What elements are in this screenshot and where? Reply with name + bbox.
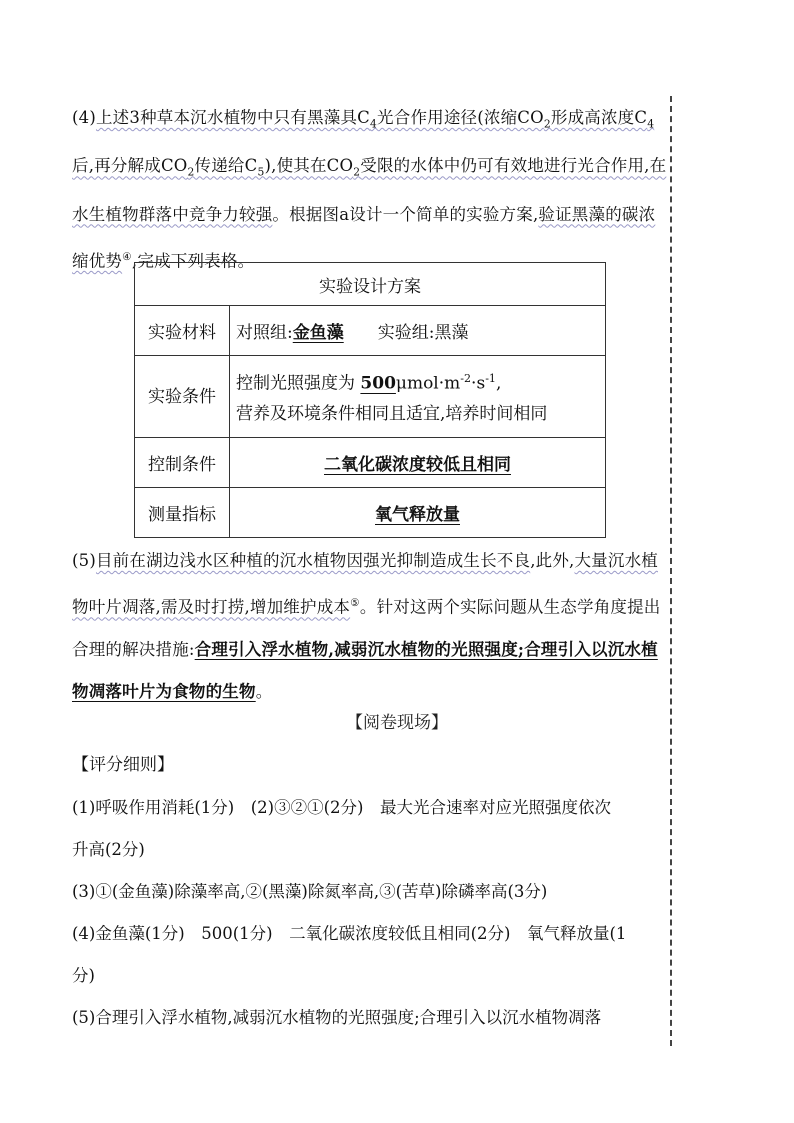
row-value-measure [230,488,606,538]
answer-control-condition: 二氧化碳浓度较低且相同 [324,455,511,475]
binding-cut-line [670,96,672,1046]
scoring-line: 分) [72,966,95,985]
row-label-measure: 测量指标 [135,488,230,538]
scoring-line: (1)呼吸作用消耗(1分) (2)③②①(2分) 最大光合速率对应光照强度依次 [72,798,611,817]
scoring-line: (5)合理引入浮水植物,减弱沉水植物的光照强度;合理引入以沉水植物凋落 [72,1008,602,1027]
question-4-premise: 上述3种草本沉水植物中只有黑藻具$C_4$光合作用途径(浓缩$CO_2$形成高浓度$C_4$后,再分解成$CO_2$传递给$C_5$),使其在$CO_2$受限的水体中仍可有效地进行光合作用,在水生植物群落中竞争力较强 [72,108,667,224]
scoring-subtitle: 【评分细则】 [72,755,174,775]
row-label-conditions: 实验条件 [135,356,230,438]
question-5-paragraph: (5)目前在湖边浅水区种植的沉水植物因强光抑制造成生长不良,此外,大量沉水植物叶片凋落,需及时打捞,增加维护成本⑤。针对这两个实际问题从生态学角度提出合理的解决措施:合理引入浮水植物,减弱沉水植物的光照强度;合理引入以沉水植物凋落叶片为食物的生物。 [72,551,661,701]
table-header: 实验设计方案 [135,263,606,306]
answer-measurement: 氧气释放量 [375,505,460,525]
question-number: (5) [72,551,96,570]
row-value-materials: 对照组:金鱼藻 实验组:黑藻 [230,306,606,356]
annotation-mark-5: ⑤ [350,596,360,609]
annotation-mark-4: ④ [122,249,132,263]
row-label-control: 控制条件 [135,438,230,488]
question-4-paragraph: (4)上述3种草本沉水植物中只有黑藻具$C_4$光合作用途径(浓缩$CO_2$形成高浓度$C_4$后,再分解成$CO_2$传递给$C_5$),使其在$CO_2$受限的水体中仍可有效地进行光合作用,在水生植物群落中竞争力较强。根据图a设计一个简单的实验方案,验证黑藻的碳浓缩优势④,完成下列表格。 [72,108,667,271]
scoring-line: (3)①(金鱼藻)除藻率高,②(黑藻)除氮率高,③(苦草)除磷率高(3分) [72,882,548,901]
row-value-control [230,438,606,488]
row-value-conditions: 控制光照强度为 $500\mu mol\cdot m^{-2}\cdot s^{-1}$, 营养及环境条件相同且适宜,培养时间相同 [230,356,606,438]
experiment-design-table [134,262,606,538]
answer-light-intensity: 500 [360,373,396,394]
section-title: 【阅卷现场】 [346,713,448,733]
scoring-line: (4)金鱼藻(1分) 500(1分) 二氧化碳浓度较低且相同(2分) 氧气释放量(1 [72,924,627,943]
answer-control-group: 金鱼藻 [292,323,344,343]
question-4-key-phrase: 验证黑藻的碳浓缩优势 [72,204,656,271]
answer-q5: 合理引入浮水植物,减弱沉水植物的光照强度;合理引入以沉水植物凋落叶片为食物的生物 [72,639,658,701]
question-number: (4) [72,108,96,127]
row-label-materials: 实验材料 [135,306,230,356]
question-4-instruction: 。根据图a设计一个简单的实验方案, [272,204,539,224]
scoring-line: 升高(2分) [72,840,145,859]
